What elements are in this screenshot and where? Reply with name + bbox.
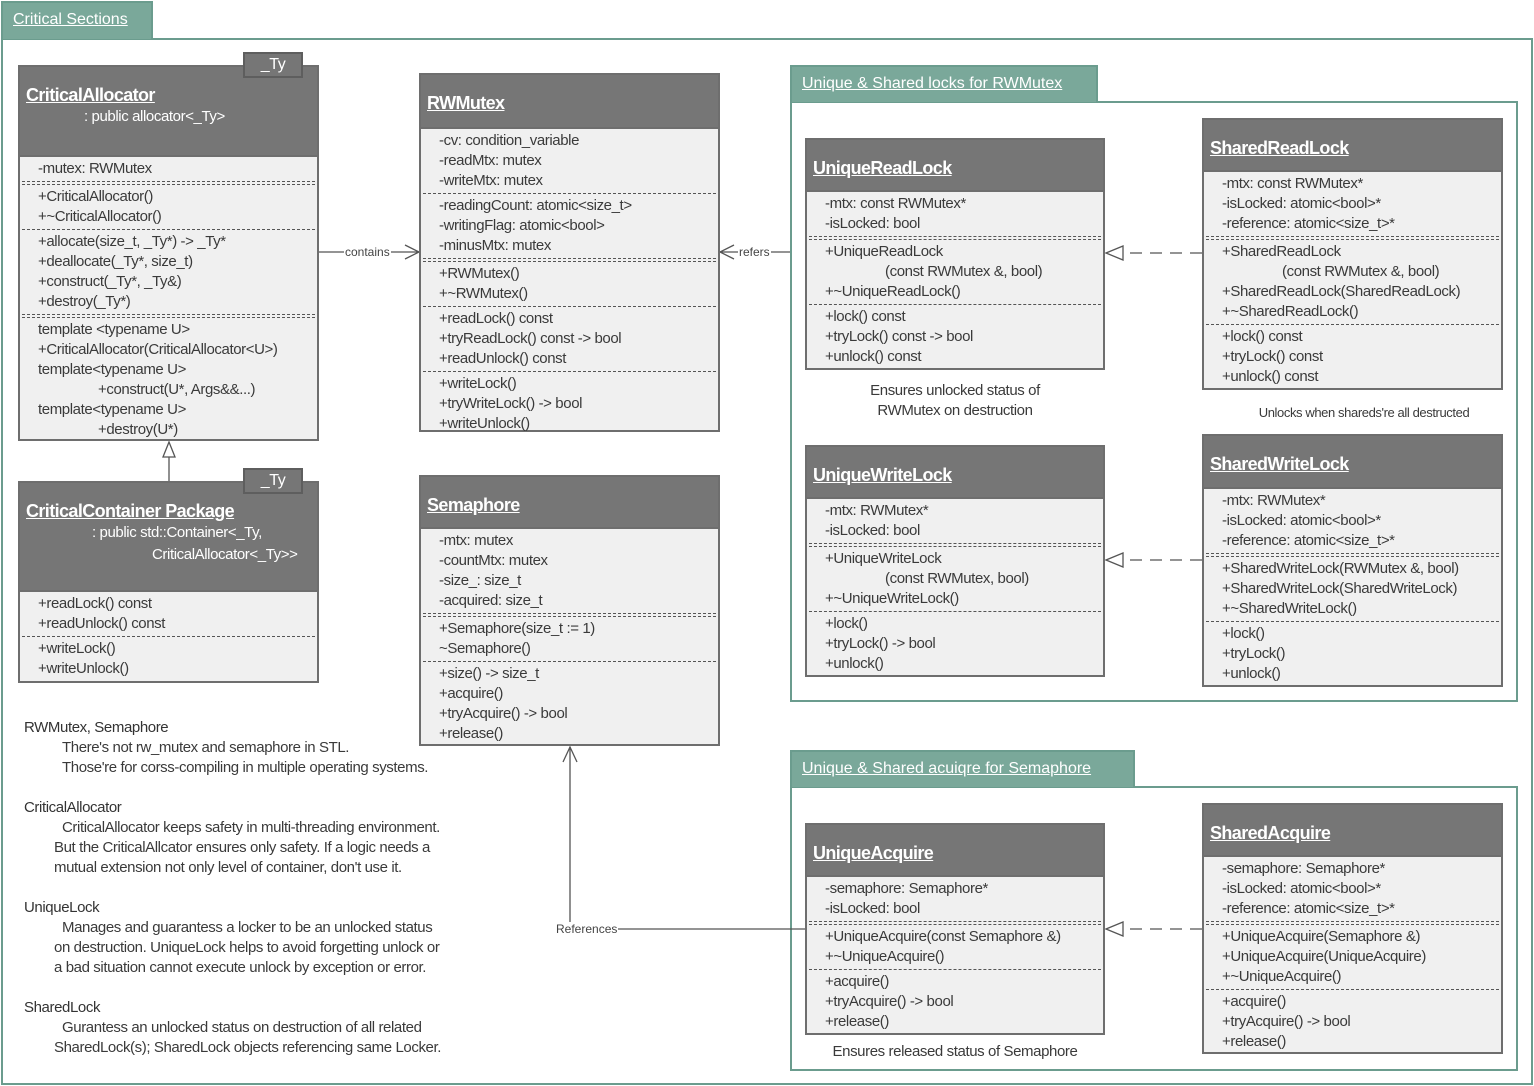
contains-label: contains <box>345 245 390 259</box>
class-member: +UniqueWriteLock <box>825 550 942 567</box>
unique-acquire-header <box>807 825 1103 877</box>
caption-line: Ensures unlocked status of <box>870 382 1040 399</box>
class-member: -semaphore: Semaphore* <box>1222 860 1385 877</box>
critical-allocator-template-param: _Ty <box>243 52 303 78</box>
shared-acquire-class[interactable] <box>1202 803 1503 1054</box>
class-member: template<typename U> <box>38 361 186 378</box>
class-attributes <box>1204 857 1501 921</box>
shared-lock-caption: Unlocks when shareds're all destructed <box>1258 405 1470 420</box>
class-member: +tryLock() const <box>1222 348 1323 365</box>
class-member: -mtx: mutex <box>439 532 513 549</box>
class-member: +~CriticalAllocator() <box>38 208 162 225</box>
class-member: -reference: atomic<size_t>* <box>1222 215 1395 232</box>
class-member: +RWMutex() <box>439 265 520 282</box>
class-member: +tryLock() -> bool <box>825 635 936 652</box>
class-member: -acquired: size_t <box>439 592 543 609</box>
critical-container-title[interactable]: CriticalContainer Package <box>26 501 235 521</box>
class-member: +acquire() <box>1222 993 1286 1010</box>
class-member: template <typename U> <box>38 321 190 338</box>
class-methods <box>20 318 317 442</box>
class-attributes <box>20 157 317 181</box>
class-member: +acquire() <box>825 973 889 990</box>
realize-triangle-icon <box>1106 246 1123 260</box>
class-member: -countMtx: mutex <box>439 552 548 569</box>
class-member: +readUnlock() const <box>439 350 567 367</box>
class-methods <box>807 925 1103 969</box>
class-member: +unlock() <box>1222 665 1281 682</box>
unique-read-lock-title[interactable]: UniqueReadLock <box>813 158 952 178</box>
class-member: +destroy(_Ty*) <box>38 293 131 310</box>
class-member: +UniqueReadLock <box>825 243 943 260</box>
class-member: +SharedReadLock <box>1222 243 1341 260</box>
class-member: -mtx: const RWMutex* <box>1222 175 1363 192</box>
class-member: -isLocked: atomic<bool>* <box>1222 512 1381 529</box>
class-subtitle: : public std::Container<_Ty, <box>92 524 262 541</box>
class-methods <box>1204 240 1501 324</box>
class-attributes <box>807 499 1103 543</box>
unique-write-lock-class[interactable] <box>805 445 1105 677</box>
shared-read-lock-title[interactable]: SharedReadLock <box>1210 138 1349 158</box>
shared-read-lock-class[interactable] <box>1202 118 1503 390</box>
class-member: -mtx: RWMutex* <box>825 502 929 519</box>
class-member: +~UniqueAcquire() <box>825 948 945 965</box>
class-member: -readingCount: atomic<size_t> <box>439 197 632 214</box>
shared-acquire-header <box>1204 805 1501 857</box>
class-member: +~UniqueAcquire() <box>1222 968 1342 985</box>
class-member: +allocate(size_t, _Ty*) -> _Ty* <box>38 233 226 250</box>
class-member: +construct(U*, Args&&...) <box>98 381 256 398</box>
class-methods <box>421 194 718 258</box>
class-member: +unlock() <box>825 655 884 672</box>
class-methods <box>421 307 718 371</box>
class-attributes <box>1204 172 1501 236</box>
critical-container-template-param: _Ty <box>243 468 303 494</box>
class-member: +tryReadLock() const -> bool <box>439 330 622 347</box>
class-methods <box>421 662 718 746</box>
class-member: +tryAcquire() -> bool <box>825 993 954 1010</box>
class-member: -mtx: RWMutex* <box>1222 492 1326 509</box>
class-member: -size_: size_t <box>439 572 521 589</box>
note-line: But the CriticalAllcator ensures only safety. If a logic needs a <box>54 839 430 856</box>
class-member: ~Semaphore() <box>439 640 531 657</box>
critical-allocator-class[interactable] <box>18 65 319 441</box>
class-methods <box>20 230 317 314</box>
class-methods <box>20 185 317 229</box>
class-member: +construct(_Ty*, _Ty&) <box>38 273 182 290</box>
class-member: +unlock() const <box>825 348 922 365</box>
critical-container-class[interactable] <box>18 481 319 683</box>
class-member: +tryAcquire() -> bool <box>439 705 568 722</box>
unique-write-lock-header <box>807 447 1103 499</box>
class-member: -minusMtx: mutex <box>439 237 551 254</box>
class-member: -isLocked: bool <box>825 522 920 539</box>
class-member: +~SharedWriteLock() <box>1222 600 1357 617</box>
semaphore-title[interactable]: Semaphore <box>427 495 520 515</box>
class-methods <box>807 305 1103 369</box>
unique-acquire-title[interactable]: UniqueAcquire <box>813 843 934 863</box>
rwmutex-title[interactable]: RWMutex <box>427 93 505 113</box>
class-member: -readMtx: mutex <box>439 152 542 169</box>
class-member: +SharedWriteLock(SharedWriteLock) <box>1222 580 1458 597</box>
semaphore-header <box>421 477 718 529</box>
class-member: +writeLock() <box>439 375 517 392</box>
note-line: Gurantess an unlocked status on destruction of all related <box>62 1019 422 1036</box>
caption-line: RWMutex on destruction <box>877 402 1033 419</box>
class-methods <box>807 547 1103 611</box>
class-member: (const RWMutex &, bool) <box>885 263 1043 280</box>
class-member: -writeMtx: mutex <box>439 172 543 189</box>
class-member: +~UniqueWriteLock() <box>825 590 959 607</box>
class-member: +lock() <box>1222 625 1265 642</box>
note-line: SharedLock(s); SharedLock objects referencing same Locker. <box>54 1039 442 1056</box>
class-member: -writingFlag: atomic<bool> <box>439 217 605 234</box>
class-member: +readLock() const <box>439 310 553 327</box>
class-methods <box>421 372 718 436</box>
class-subtitle: : public allocator<_Ty> <box>84 108 225 125</box>
class-methods <box>807 612 1103 676</box>
references-line <box>570 747 805 929</box>
class-member: +~SharedReadLock() <box>1222 303 1359 320</box>
note-heading: SharedLock <box>24 999 101 1016</box>
class-methods <box>20 637 317 681</box>
critical-container-header <box>20 483 317 592</box>
class-member: -isLocked: bool <box>825 215 920 232</box>
unique-lock-caption <box>805 381 1105 421</box>
class-member: +UniqueAcquire(const Semaphore &) <box>825 928 1061 945</box>
class-member: +~UniqueReadLock() <box>825 283 961 300</box>
class-member: +CriticalAllocator() <box>38 188 153 205</box>
class-methods <box>421 617 718 661</box>
rwmutex-class[interactable] <box>419 73 720 432</box>
class-member: +unlock() const <box>1222 368 1319 385</box>
tab-rwmutex-locks[interactable]: Unique & Shared locks for RWMutex <box>790 65 1098 102</box>
class-member: -isLocked: atomic<bool>* <box>1222 195 1381 212</box>
class-attributes <box>20 592 317 636</box>
class-member: +release() <box>1222 1033 1286 1050</box>
class-member: +release() <box>439 725 503 742</box>
realize-triangle-icon <box>1106 922 1123 936</box>
note-line: Manages and guarantess a locker to be an unlocked status <box>62 919 433 936</box>
semaphore-class[interactable] <box>419 475 720 746</box>
class-member: -cv: condition_variable <box>439 132 580 149</box>
class-member: +release() <box>825 1013 889 1030</box>
realize-triangle-icon <box>1106 553 1123 567</box>
class-member: -isLocked: atomic<bool>* <box>1222 880 1381 897</box>
note-line: CriticalAllocator keeps safety in multi-threading environment. <box>62 819 440 836</box>
class-member: +SharedWriteLock(RWMutex &, bool) <box>1222 560 1459 577</box>
class-attributes <box>421 129 718 193</box>
note-line: There's not rw_mutex and semaphore in STL. <box>62 739 350 756</box>
shared-acquire-title[interactable]: SharedAcquire <box>1210 823 1331 843</box>
class-member: -reference: atomic<size_t>* <box>1222 532 1395 549</box>
class-member: +~RWMutex() <box>439 285 528 302</box>
class-methods <box>1204 325 1501 389</box>
note-3 <box>24 998 441 1058</box>
shared-write-lock-class[interactable] <box>1202 434 1503 687</box>
class-member: +writeUnlock() <box>439 415 530 432</box>
class-member: +readUnlock() const <box>38 615 166 632</box>
class-subtitle: CriticalAllocator<_Ty>> <box>152 546 298 563</box>
rwmutex-header <box>421 75 718 129</box>
unique-write-lock-title[interactable]: UniqueWriteLock <box>813 465 952 485</box>
class-member: +acquire() <box>439 685 503 702</box>
note-1 <box>24 798 440 878</box>
critical-allocator-title[interactable]: CriticalAllocator <box>26 85 155 105</box>
shared-write-lock-header <box>1204 436 1501 489</box>
class-member: +tryAcquire() -> bool <box>1222 1013 1351 1030</box>
tab-critical-sections[interactable]: Critical Sections <box>1 1 153 39</box>
class-member: +lock() const <box>825 308 906 325</box>
note-line: a bad situation cannot execute unlock by exception or error. <box>54 959 427 976</box>
class-attributes <box>807 192 1103 236</box>
note-2 <box>24 898 439 978</box>
class-member: -mutex: RWMutex <box>38 160 152 177</box>
tab-semaphore-acquire[interactable]: Unique & Shared acuiqre for Semaphore <box>790 750 1135 787</box>
note-line: Those're for corss-compiling in multiple operating systems. <box>62 759 429 776</box>
class-methods <box>807 240 1103 304</box>
class-member: +readLock() const <box>38 595 152 612</box>
class-methods <box>1204 557 1501 621</box>
note-line: on destruction. UniqueLock helps to avoid forgetting unlock or <box>54 939 440 956</box>
unique-acquire-caption: Ensures released status of Semaphore <box>832 1043 1078 1060</box>
class-methods <box>1204 925 1501 989</box>
class-member: (const RWMutex, bool) <box>885 570 1029 587</box>
class-member: +writeUnlock() <box>38 660 129 677</box>
unique-read-lock-header <box>807 140 1103 192</box>
class-member: +Semaphore(size_t := 1) <box>439 620 595 637</box>
note-heading: UniqueLock <box>24 899 100 916</box>
class-member: template<typename U> <box>38 401 186 418</box>
class-member: +UniqueAcquire(UniqueAcquire) <box>1222 948 1426 965</box>
class-member: +tryLock() <box>1222 645 1286 662</box>
class-member: +size() -> size_t <box>439 665 539 682</box>
note-0 <box>24 718 428 778</box>
inherit-triangle-icon <box>163 442 175 457</box>
class-member: +deallocate(_Ty*, size_t) <box>38 253 193 270</box>
class-member: +SharedReadLock(SharedReadLock) <box>1222 283 1461 300</box>
class-member: -reference: atomic<size_t>* <box>1222 900 1395 917</box>
class-member: -isLocked: bool <box>825 900 920 917</box>
class-member: +writeLock() <box>38 640 116 657</box>
class-member: -mtx: const RWMutex* <box>825 195 966 212</box>
class-attributes <box>1204 489 1501 553</box>
refers-label: refers <box>739 245 770 259</box>
class-member: +UniqueAcquire(Semaphore &) <box>1222 928 1421 945</box>
class-attributes <box>807 877 1103 921</box>
note-heading: RWMutex, Semaphore <box>24 719 169 736</box>
class-methods <box>807 970 1103 1034</box>
note-line: mutual extension not only level of container, don't use it. <box>54 859 402 876</box>
class-member: (const RWMutex &, bool) <box>1282 263 1440 280</box>
unique-acquire-class[interactable] <box>805 823 1105 1035</box>
class-member: +lock() const <box>1222 328 1303 345</box>
class-member: +CriticalAllocator(CriticalAllocator<U>) <box>38 341 278 358</box>
class-member: +lock() <box>825 615 868 632</box>
critical-allocator-header <box>20 67 317 157</box>
note-heading: CriticalAllocator <box>24 799 122 816</box>
class-member: -semaphore: Semaphore* <box>825 880 988 897</box>
class-member: +destroy(U*) <box>98 421 178 438</box>
class-methods <box>1204 622 1501 686</box>
class-methods <box>1204 990 1501 1054</box>
class-attributes <box>421 529 718 613</box>
class-member: +tryWriteLock() -> bool <box>439 395 583 412</box>
class-methods <box>421 262 718 306</box>
shared-read-lock-header <box>1204 120 1501 172</box>
references-label: References <box>556 922 618 936</box>
shared-write-lock-title[interactable]: SharedWriteLock <box>1210 454 1349 474</box>
class-member: +tryLock() const -> bool <box>825 328 973 345</box>
unique-read-lock-class[interactable] <box>805 138 1105 370</box>
